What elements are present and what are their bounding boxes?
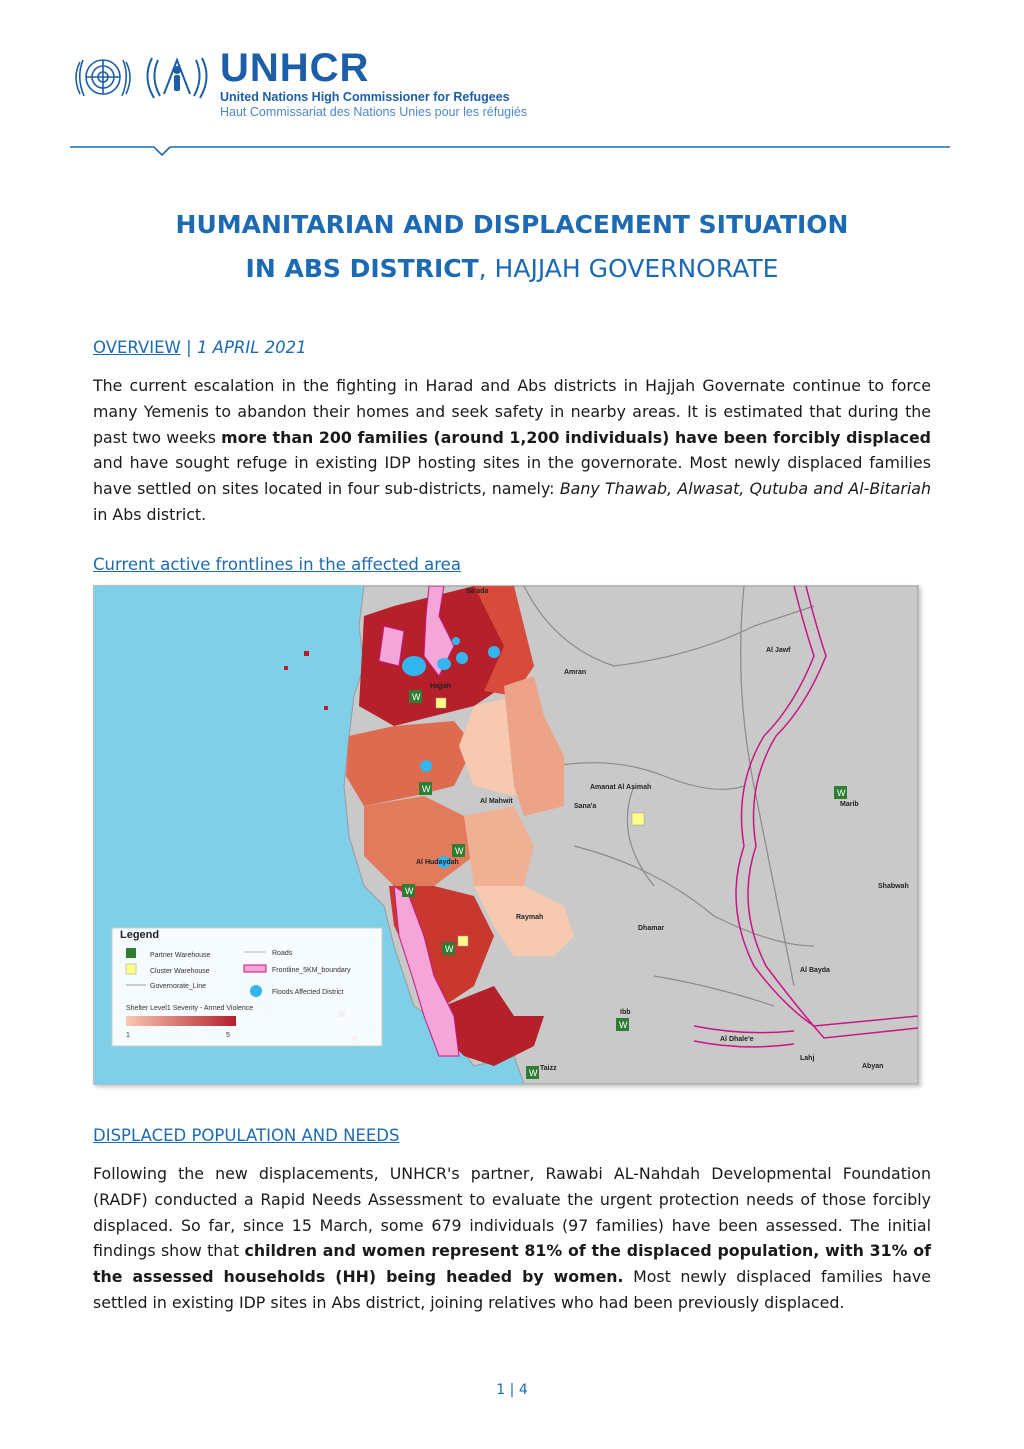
title-line-1: HUMANITARIAN AND DISPLACEMENT SITUATION xyxy=(175,210,849,239)
label-al-mahwit: Al Mahwit xyxy=(480,798,513,805)
legend-cluster-swatch xyxy=(126,964,136,974)
page-current: 1 xyxy=(496,1382,506,1398)
svg-text:W: W xyxy=(422,784,431,794)
label-raymah: Raymah xyxy=(516,914,544,921)
cluster-warehouse-marker xyxy=(458,936,468,946)
legend-partner-warehouse: Partner Warehouse xyxy=(150,952,211,959)
page-separator: | xyxy=(505,1382,519,1398)
displaced-text-bold: children and women represent 81% of the displaced population, with 31% of the assessed households (HH) being headed by women. xyxy=(93,1241,931,1287)
map-heading xyxy=(93,555,461,574)
legend-floods: Floods Affected District xyxy=(272,989,344,996)
map-heading-label: Current active frontlines in the affected area xyxy=(93,555,461,574)
overview-date: 1 APRIL 2021 xyxy=(196,338,307,357)
un-emblem-icon xyxy=(70,50,136,104)
label-lahj: Lahj xyxy=(800,1055,815,1062)
overview-paragraph xyxy=(93,373,931,528)
title-line-2-rest: , HAJJAH GOVERNORATE xyxy=(478,254,779,283)
legend-cluster-warehouse: Cluster Warehouse xyxy=(150,968,210,975)
label-al-dhale: Al Dhale'e xyxy=(720,1036,754,1043)
legend-scale-max: 5 xyxy=(226,1032,230,1039)
label-al-bayda: Al Bayda xyxy=(800,967,830,974)
legend-flood-swatch xyxy=(250,985,262,997)
svg-text:W: W xyxy=(405,886,414,896)
displaced-heading xyxy=(93,1126,399,1145)
frontline-map xyxy=(93,585,919,1085)
label-abyan: Abyan xyxy=(862,1063,884,1070)
legend-roads: Roads xyxy=(272,950,293,957)
legend-frontline: Frontline_5KM_boundary xyxy=(272,967,351,974)
overview-text-bold: more than 200 families (around 1,200 individuals) have been forcibly displaced xyxy=(221,427,931,447)
label-al-jawf: Al Jawf xyxy=(766,647,791,654)
label-marib: Marib xyxy=(840,801,859,808)
map-canvas xyxy=(94,586,918,1084)
svg-text:W: W xyxy=(445,944,454,954)
displaced-heading-label: DISPLACED POPULATION AND NEEDS xyxy=(93,1126,400,1145)
legend-frontline-swatch xyxy=(244,965,266,972)
brand-french: Haut Commissariat des Nations Unies pour les réfugiés xyxy=(220,105,528,119)
page-total: 4 xyxy=(518,1382,528,1398)
legend-title: Legend xyxy=(120,929,160,941)
map-legend xyxy=(112,928,382,1046)
label-ibb: Ibb xyxy=(620,1009,631,1016)
label-dhamar: Dhamar xyxy=(638,925,665,932)
displaced-paragraph xyxy=(93,1161,931,1316)
cluster-warehouse-marker xyxy=(632,813,644,825)
label-hudaydah: Al Hudaydah xyxy=(416,859,459,866)
overview-heading xyxy=(93,338,307,357)
label-taizz: Taizz xyxy=(540,1065,557,1072)
label-saada: Sa'ada xyxy=(466,588,489,595)
legend-severity: Shelter Level1 Severity - Armed Violence xyxy=(126,1005,254,1012)
legend-severity-scale xyxy=(126,1016,236,1026)
displaced-text-2: Most newly displaced families have settled in existing IDP sites in Abs district, joining relatives who had been previously displaced. xyxy=(93,1267,931,1312)
brand-block xyxy=(220,46,527,120)
cluster-warehouse-marker xyxy=(436,698,446,708)
label-amran: Amran xyxy=(564,669,587,676)
legend-scale-min: 1 xyxy=(126,1032,130,1039)
svg-text:W: W xyxy=(837,788,846,798)
overview-separator: | xyxy=(180,338,197,357)
displaced-text-1: Following the new displacements, UNHCR's partner, Rawabi AL-Nahdah Developmental Foundation (RADF) conducted a Rapid Needs Assessment to evaluate the urgent protection needs of those forcibly displaced. So far, since 15 March, some 679 individuals (97 families) have been assessed. The initial findings show that xyxy=(93,1164,931,1261)
overview-subdistricts: Bany Thawab, Alwasat, Qutuba and Al-Bitariah xyxy=(559,479,932,499)
label-sanaa: Sana'a xyxy=(574,803,597,810)
svg-text:W: W xyxy=(455,846,464,856)
brand-name: UNHCR xyxy=(220,46,370,90)
document-title xyxy=(0,203,1024,291)
unhcr-emblem-icon xyxy=(142,50,212,104)
overview-heading-label: OVERVIEW xyxy=(93,338,181,357)
overview-text-3: in Abs district. xyxy=(93,504,207,524)
overview-text-1: The current escalation in the fighting in Harad and Abs districts in Hajjah Governate continue to force many Yemenis to abandon their homes and seek safety in nearby areas. It is estimated that during the past two weeks xyxy=(93,376,931,447)
label-hajjah: Hajjah xyxy=(430,683,452,690)
legend-governorate-line: Governorate_Line xyxy=(150,983,207,990)
overview-text-2: and have sought refuge in existing IDP hosting sites in the governorate. Most newly displaced families have settled on sites located in four sub-districts, namely: xyxy=(93,453,931,499)
label-amanat: Amanat Al Asimah xyxy=(590,784,652,791)
svg-text:W: W xyxy=(619,1020,628,1030)
legend-partner-swatch xyxy=(126,948,136,958)
svg-text:W: W xyxy=(529,1068,538,1078)
header-divider xyxy=(70,140,950,156)
label-shabwah: Shabwah xyxy=(878,883,909,890)
title-line-2-bold: IN ABS DISTRICT xyxy=(245,254,479,283)
svg-text:W: W xyxy=(412,692,421,702)
page-number xyxy=(0,1382,1024,1398)
brand-english: United Nations High Commissioner for Refugees xyxy=(220,90,510,104)
